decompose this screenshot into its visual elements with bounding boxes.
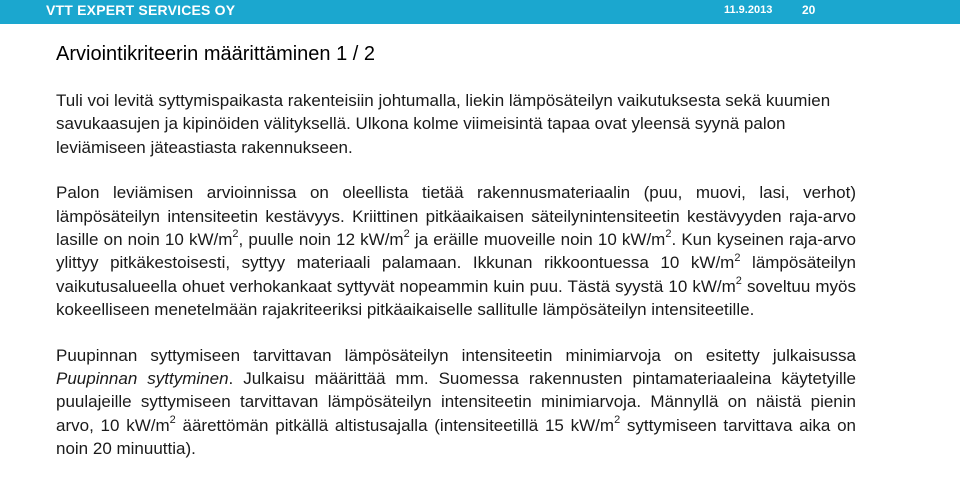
superscript: 2 — [614, 414, 621, 427]
paragraph-3 — [56, 344, 856, 461]
superscript: 2 — [665, 228, 672, 241]
text-run: ja eräille muoveille noin 10 kW/m — [409, 230, 666, 250]
text-run: Puupinnan syttymiseen tarvittavan lämpösäteilyn intensiteetin minimiarvoja on esitetty julkaisussa — [56, 345, 856, 365]
page-title: Arviointikriteerin määrittäminen 1 / 2 — [56, 43, 376, 65]
page-number: 20 — [802, 3, 816, 17]
superscript: 2 — [735, 275, 742, 288]
text-run: äärettömän pitkällä altistusajalla (intensiteetillä 15 kW/m — [175, 415, 615, 435]
text-run: Palon leviämisen arvioinnissa on oleellista tietää rakennusmateriaalin (puu, muovi, lasi, verhot) lämpösäteilyn intensiteetin kestävyys. Kriittinen pitkäaikaisen säteilynintensiteetin kestävyyden raja-arvo lasille on noin 10 kW/m — [56, 183, 856, 250]
slide-date: 11.9.2013 — [724, 4, 773, 16]
text-run: . Kun kyseinen raja-arvo ylittyy pitkäkestoisesti, syttyy materiaali palamaan. Ikkunan rikkoontuessa 10 kW/m — [56, 230, 856, 273]
brand-name: VTT EXPERT SERVICES OY — [46, 2, 236, 18]
text-run: lämpösäteilyn vaikutusalueella ohuet verhokankaat syttyvät nopeammin kuin puu. Tästä syystä 10 kW/m — [56, 253, 856, 296]
superscript: 2 — [734, 251, 741, 264]
superscript: 2 — [232, 228, 239, 241]
paragraph-1: Tuli voi levitä syttymispaikasta rakenteisiin johtumalla, liekin lämpösäteilyn vaikutuksesta sekä kuumien savukaasujen ja kipinöiden välityksellä. Ulkona kolme viimeisintä tapaa ovat yleensä syynä palon leviämiseen jäteastiasta rakennukseen. — [56, 91, 831, 157]
text-run: , puulle noin 12 kW/m — [238, 230, 404, 250]
text-run: . Julkaisu määrittää mm. Suomessa rakennusten pintamateriaaleina käytetyille puulajeille syttymiseen tarvittavan lämpösäteilyn intensiteetin minimiarvoja. Männyllä on näistä pienin arvo, 10 kW/m — [56, 369, 856, 435]
paragraph-2 — [56, 181, 856, 321]
text-run: syttymiseen tarvittava aika on noin 20 minuuttia). — [56, 415, 856, 459]
body-text — [56, 89, 856, 461]
header-bar — [0, 0, 960, 24]
superscript: 2 — [403, 228, 410, 241]
text-run: soveltuu myös kokeelliseen menetelmään rajakriteeriksi pitkäaikaiselle sallitulle lämpösäteilyn intensiteetille. — [56, 276, 856, 320]
superscript: 2 — [169, 414, 176, 427]
publication-title: Puupinnan syttyminen — [56, 369, 229, 389]
